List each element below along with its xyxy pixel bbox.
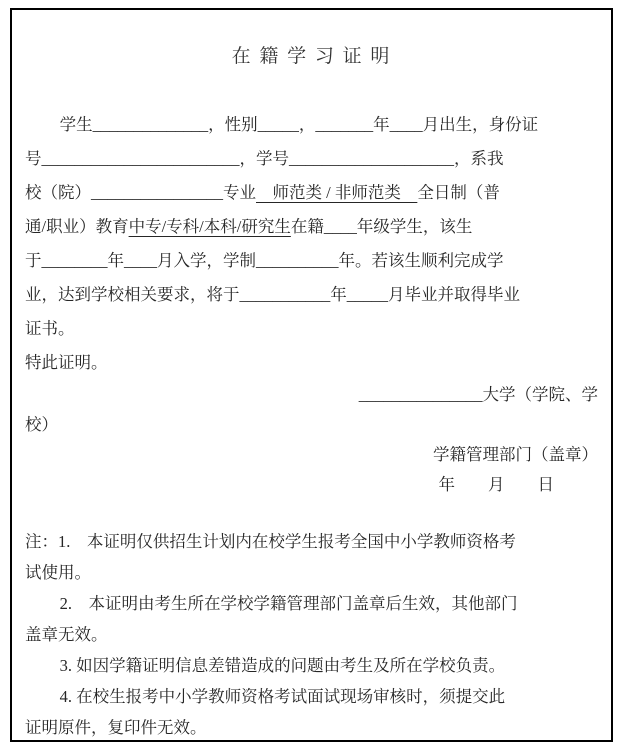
underlined-choice-text: 师范类 / 非师范类: [256, 183, 418, 202]
body-line: [25, 142, 598, 176]
line-text: 通/职业）教育: [25, 217, 129, 236]
signature-line: [25, 440, 598, 470]
line-text: _______________大学（学院、学: [358, 385, 598, 404]
line-text: 校）: [25, 415, 58, 434]
line-text: 业，达到学校相关要求，将于___________年_____月毕业并取得毕业: [25, 285, 520, 304]
line-text: 年 月 日: [438, 475, 554, 494]
line-text: 全日制（普: [417, 183, 500, 202]
line-text: 试使用。: [25, 563, 91, 582]
document-title: 在 籍 学 习 证 明: [231, 46, 392, 67]
body-line: [25, 210, 598, 244]
document-content: [12, 10, 611, 743]
signature-line: [25, 470, 598, 500]
note-line: [25, 681, 598, 712]
underlined-choice-text: 中专/专科/本科/研究生: [128, 217, 291, 236]
line-text: 特此证明。: [25, 353, 108, 372]
body-line: [25, 346, 598, 380]
body-line: [25, 312, 598, 346]
notes-section: [25, 526, 598, 743]
note-line: [25, 526, 598, 557]
line-text: 于________年____月入学，学制__________年。若该生顺利完成学: [25, 251, 504, 270]
note-line: [25, 557, 598, 588]
line-text: 学生______________，性别_____，_______年____月出生，身份证: [59, 115, 539, 134]
certificate-body: [25, 108, 598, 380]
signature-block: [25, 380, 598, 500]
note-line: [25, 588, 598, 619]
line-text: 学籍管理部门（盖章）: [433, 445, 598, 464]
line-text: 盖章无效。: [25, 625, 108, 644]
line-text: 4. 在校生报考中小学教师资格考试面试现场审核时，须提交此: [59, 687, 506, 706]
line-text: 证书。: [25, 319, 75, 338]
body-line: [25, 244, 598, 278]
body-line: [25, 278, 598, 312]
note-line: [25, 712, 598, 743]
note-line: [25, 650, 598, 681]
line-text: 号________________________，学号____________________，系我: [25, 149, 504, 168]
line-text: 证明原件，复印件无效。: [25, 718, 207, 737]
body-line: [25, 108, 598, 142]
signature-line: [25, 410, 598, 440]
line-text: 2. 本证明由考生所在学校学籍管理部门盖章后生效，其他部门: [59, 594, 518, 613]
note-line: [25, 619, 598, 650]
body-line: [25, 176, 598, 210]
line-text: 在籍____年级学生，该生: [290, 217, 473, 236]
line-text: 校（院）________________专业: [25, 183, 256, 202]
signature-line: [25, 380, 598, 410]
line-text: 注：1. 本证明仅供招生计划内在校学生报考全国中小学教师资格考: [25, 532, 516, 551]
line-text: 3. 如因学籍证明信息差错造成的问题由考生及所在学校负责。: [59, 656, 506, 675]
document-border: [10, 8, 613, 742]
